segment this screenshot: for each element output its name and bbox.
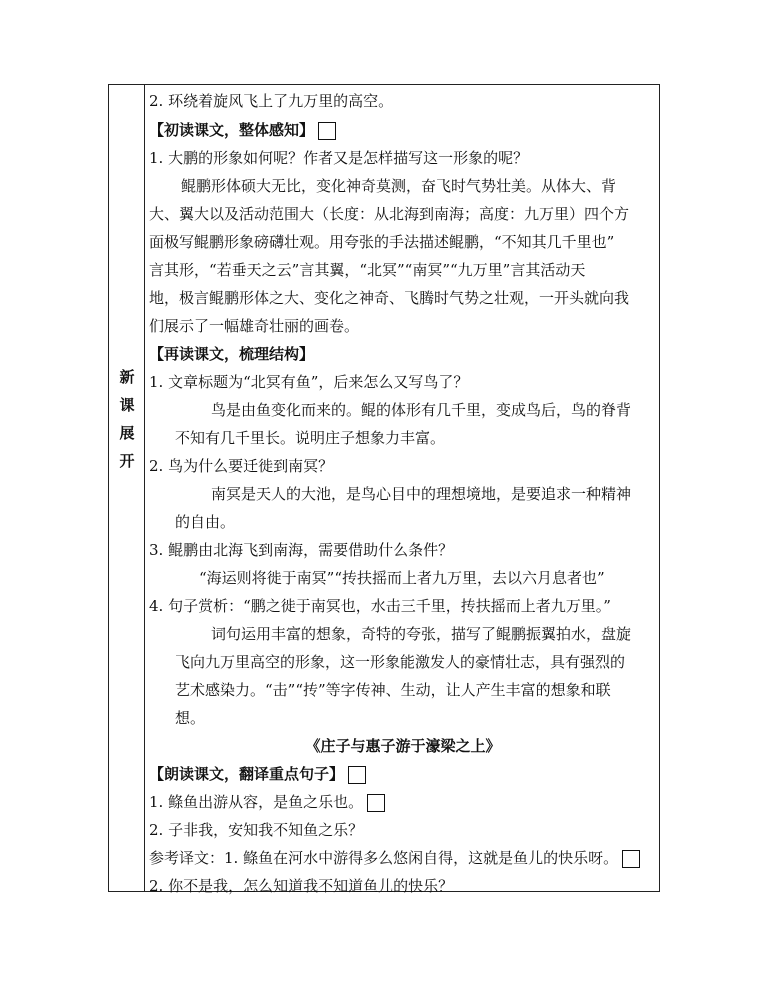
line-text: 南冥是天人的大池，是鸟心目中的理想境地，是要追求一种精神 [211, 485, 632, 503]
line-text: 2. 子非我，安知我不知鱼之乐？ [149, 821, 364, 839]
line-text: 词句运用丰富的想象，奇特的夸张，描写了鲲鹏振翼拍水，盘旋 [211, 625, 632, 643]
section-label-char: 展 [119, 424, 135, 442]
sentence-line [149, 820, 363, 840]
line-text: 2. 环绕着旋风飞上了九万里的高空。 [149, 92, 394, 110]
section-label-char: 课 [119, 396, 135, 414]
line-text: 4. 句子赏析：“鹏之徙于南冥也，水击三千里，抟扶摇而上者九万里。” [149, 597, 611, 615]
sentence-line [149, 792, 385, 812]
section-heading [149, 344, 314, 364]
translation-line [149, 876, 453, 896]
answer-line [211, 484, 631, 504]
line-text: 2. 鸟为什么要迁徙到南冥？ [149, 457, 334, 475]
line-text: 1. 文章标题为“北冥有鱼”，后来怎么又写鸟了？ [149, 373, 469, 391]
line-text: 1. 鲦鱼出游从容，是鱼之乐也。 [149, 793, 364, 811]
line-text: “海运则将徙于南冥”“抟扶摇而上者九万里，去以六月息者也” [199, 569, 605, 587]
line-text: 面极写鲲鹏形象磅礴壮观。用夸张的手法描述鲲鹏，“不知其几千里也” [149, 233, 615, 251]
heading-text: 【朗读课文，翻译重点句子】 [149, 765, 345, 783]
section-label-column [109, 85, 145, 891]
line-text: 大、翼大以及活动范围大（长度：从北海到南海；高度：九万里）四个方 [149, 205, 630, 223]
checkbox[interactable] [318, 122, 336, 140]
answer-line [175, 680, 611, 700]
answer-line [199, 568, 605, 588]
answer-line [149, 316, 359, 336]
line-text: 3. 鲲鹏由北海飞到南海，需要借助什么条件？ [149, 541, 454, 559]
line-text: 2. 你不是我，怎么知道我不知道鱼儿的快乐？ [149, 877, 454, 895]
answer-line [211, 400, 631, 420]
section-heading [149, 764, 366, 784]
line-text: 艺术感染力。“击”“抟”等字传神、生动，让人产生丰富的想象和联 [175, 681, 611, 699]
question-line [149, 148, 528, 168]
question-line [149, 540, 453, 560]
title-text: 《庄子与惠子游于濠梁之上》 [305, 737, 501, 755]
line-text: 鸟是由鱼变化而来的。鲲的体形有几千里，变成鸟后，鸟的脊背 [211, 401, 632, 419]
heading-text: 【再读课文，梳理结构】 [149, 345, 315, 363]
line-text: 想。 [175, 709, 206, 727]
question-line [149, 372, 468, 392]
line-text: 鲲鹏形体硕大无比，变化神奇莫测，奋飞时气势壮美。从体大、背 [181, 177, 617, 195]
section-label-char: 开 [119, 452, 135, 470]
answer-line [175, 652, 625, 672]
answer-line [175, 708, 205, 728]
section-label-char: 新 [119, 368, 135, 386]
content-column [145, 85, 661, 895]
line-text: 参考译文：1. 鲦鱼在河水中游得多么悠闲自得，这就是鱼儿的快乐呀。 [149, 849, 619, 867]
section-heading [149, 120, 336, 140]
line-text: 言其形，“若垂天之云”言其翼，“北冥”“南冥”“九万里”言其活动天 [149, 261, 586, 279]
question-line [149, 456, 333, 476]
lesson-title [145, 736, 661, 756]
section-label [109, 363, 145, 475]
answer-line [175, 512, 235, 532]
answer-line [149, 260, 585, 280]
line-text: 的自由。 [175, 513, 236, 531]
checkbox[interactable] [622, 850, 640, 868]
question-line [149, 596, 611, 616]
answer-line [211, 624, 631, 644]
text-line [149, 91, 393, 111]
answer-line [149, 232, 614, 252]
answer-line [149, 288, 629, 308]
checkbox[interactable] [348, 766, 366, 784]
answer-line [175, 428, 445, 448]
line-text: 飞向九万里高空的形象，这一形象能激发人的豪情壮志，具有强烈的 [175, 653, 626, 671]
line-text: 地，极言鲲鹏形体之大、变化之神奇、飞腾时气势之壮观，一开头就向我 [149, 289, 630, 307]
line-text: 1. 大鹏的形象如何呢？作者又是怎样描写这一形象的呢？ [149, 149, 529, 167]
line-text: 不知有几千里长。说明庄子想象力丰富。 [175, 429, 446, 447]
checkbox[interactable] [367, 794, 385, 812]
line-text: 们展示了一幅雄奇壮丽的画卷。 [149, 317, 360, 335]
lesson-table [108, 84, 660, 895]
answer-line [149, 204, 629, 224]
heading-text: 【初读课文，整体感知】 [149, 121, 315, 139]
translation-line [149, 848, 640, 868]
answer-line [181, 176, 616, 196]
